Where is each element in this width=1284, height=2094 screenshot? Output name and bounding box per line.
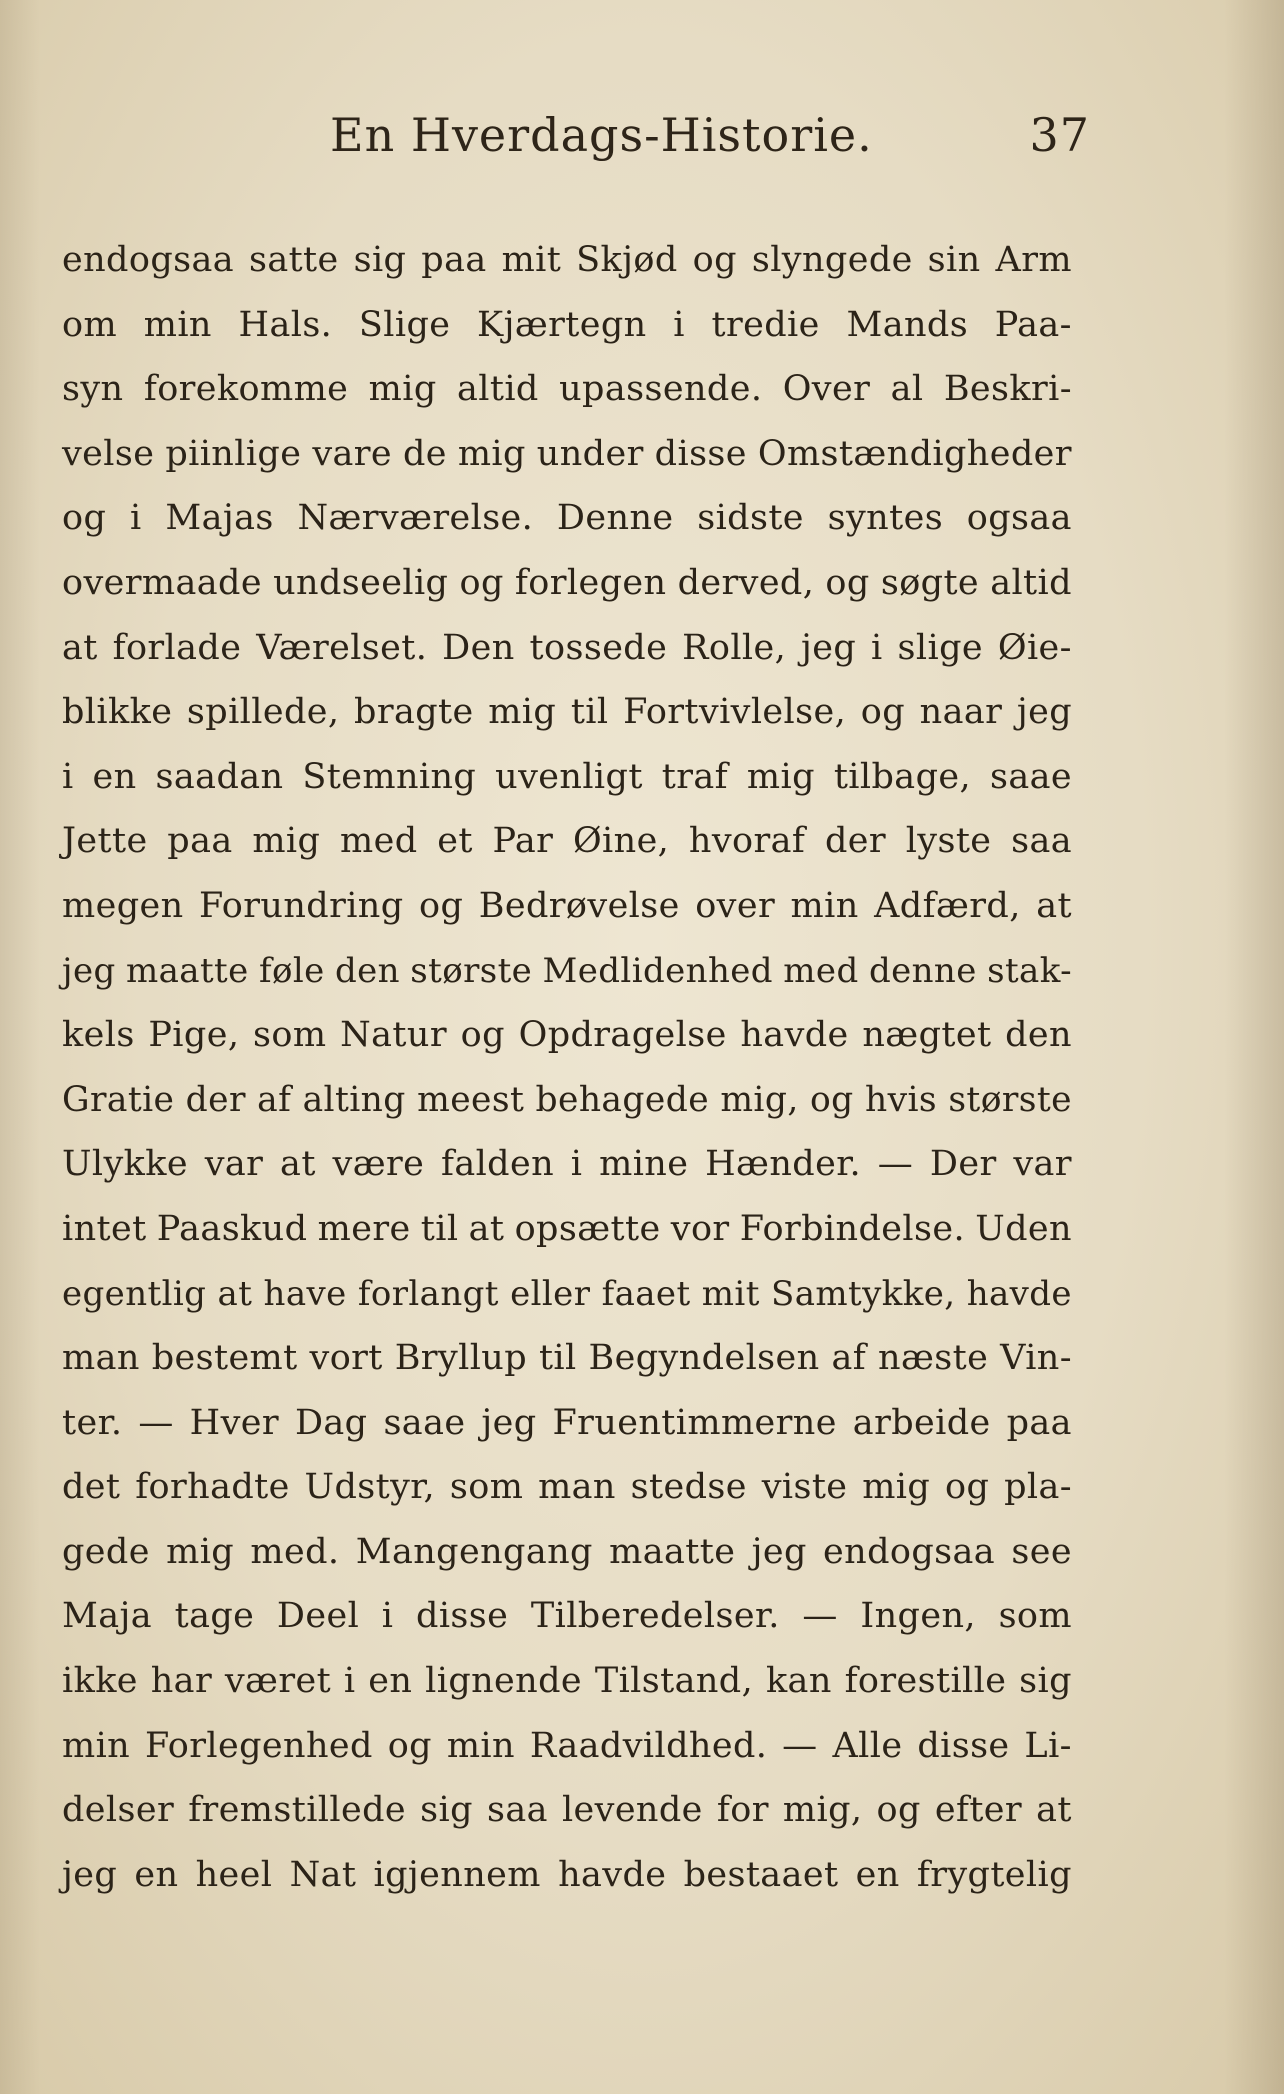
word: som — [449, 1467, 524, 1508]
word: Hver — [189, 1402, 280, 1443]
word: vor — [670, 1208, 730, 1249]
running-title: En Hverdags-Historie. — [330, 108, 873, 162]
word: mig — [166, 1531, 235, 1572]
word: havde — [558, 1854, 667, 1895]
word: — — [782, 1725, 818, 1766]
word: Opdragelse — [518, 1015, 727, 1056]
word: med. — [250, 1531, 340, 1572]
word: jeg — [751, 1531, 807, 1572]
word: Raadvildhed. — [529, 1725, 768, 1766]
word: traf — [661, 756, 728, 797]
running-head — [330, 108, 1090, 178]
word: Alle — [832, 1725, 903, 1766]
word: i — [130, 498, 142, 539]
word: at — [62, 627, 98, 668]
text-line — [62, 745, 1072, 810]
word: alting — [302, 1079, 406, 1120]
word: Ulykke — [62, 1144, 188, 1185]
word: et — [437, 821, 473, 862]
word: viste — [761, 1467, 848, 1508]
word: Nat — [289, 1854, 357, 1895]
word: behagede — [535, 1079, 710, 1120]
word: og — [692, 240, 737, 280]
word: Vin- — [1000, 1338, 1072, 1379]
word: kels — [62, 1015, 135, 1056]
text-line — [62, 809, 1072, 874]
word: delser — [62, 1790, 175, 1831]
word: ogsaa — [966, 498, 1072, 539]
text-line — [62, 616, 1072, 681]
word: jeg — [62, 1854, 118, 1895]
word: Rolle, — [682, 627, 787, 668]
word: Hals. — [238, 304, 333, 345]
word: Li- — [1024, 1725, 1072, 1766]
word: Kjærtegn — [477, 304, 647, 345]
text-line — [62, 1584, 1072, 1649]
word: ter. — [62, 1402, 123, 1443]
word: Samtykke, — [771, 1273, 956, 1314]
word: faaet — [601, 1273, 691, 1314]
word: mig, — [720, 1079, 799, 1120]
word: Stemning — [302, 756, 477, 797]
word: til — [420, 1208, 459, 1249]
word: føle — [258, 950, 325, 991]
word: af — [257, 1079, 292, 1120]
word: altid — [457, 369, 539, 410]
word: den — [1005, 1015, 1072, 1056]
word: af — [831, 1338, 867, 1379]
word: en — [855, 1854, 900, 1895]
word: saae — [383, 1402, 466, 1443]
word: ikke — [62, 1661, 138, 1702]
word: tossede — [529, 627, 668, 668]
word: al — [890, 369, 924, 410]
word: Arm — [995, 240, 1072, 280]
word: tredie — [711, 304, 820, 345]
page-number: 37 — [1029, 108, 1090, 162]
word: mit — [501, 240, 562, 280]
word: stak- — [987, 950, 1072, 991]
word: piinlige — [165, 433, 302, 474]
word: mig — [746, 756, 815, 797]
word: Mands — [846, 304, 969, 345]
word: sig — [353, 240, 407, 280]
word: altid — [990, 562, 1072, 603]
word: og — [460, 1015, 505, 1056]
word: i — [343, 1661, 356, 1702]
word: pla- — [1004, 1467, 1072, 1508]
word: Værelset. — [256, 627, 428, 668]
word: maatte — [125, 950, 249, 991]
word: mere — [317, 1208, 411, 1249]
word: og — [387, 1725, 432, 1766]
word: forlegen — [514, 562, 667, 603]
word: stedse — [630, 1467, 747, 1508]
word: under — [536, 433, 644, 474]
word: og — [860, 692, 906, 733]
word: levende — [561, 1790, 703, 1831]
word: satte — [248, 240, 339, 280]
word: Natur — [340, 1015, 447, 1056]
word: endogsaa — [823, 1531, 996, 1572]
word: bestaaet — [683, 1854, 839, 1895]
word: saa — [486, 1790, 548, 1831]
word: havde — [966, 1273, 1072, 1314]
word: slyngede — [751, 240, 913, 280]
word: bragte — [354, 692, 474, 733]
text-line — [62, 293, 1072, 358]
word: forekomme — [143, 369, 349, 410]
word: meest — [417, 1079, 525, 1120]
word: forestille — [844, 1661, 1007, 1702]
word: naar — [919, 692, 1003, 733]
word: egentlig — [62, 1273, 207, 1314]
word: Den — [442, 627, 515, 668]
word: endogsaa — [62, 240, 235, 280]
word: Par — [492, 821, 554, 862]
word: der — [185, 1079, 246, 1120]
word: at — [217, 1273, 253, 1314]
word: see — [1011, 1531, 1072, 1572]
text-line — [62, 1520, 1072, 1585]
word: Majas — [165, 498, 274, 539]
word: mine — [599, 1144, 689, 1185]
word: fremstillede — [188, 1790, 407, 1831]
word: Over — [782, 369, 871, 410]
word: at — [1036, 1790, 1072, 1831]
word: Udstyr, — [304, 1467, 436, 1508]
word: paa — [421, 240, 487, 280]
word: saadan — [155, 756, 284, 797]
word: falden — [440, 1144, 555, 1185]
word: spillede, — [186, 692, 340, 733]
word: en — [134, 1854, 179, 1895]
word: megen — [62, 885, 184, 926]
word: Paaskud — [156, 1208, 308, 1249]
word: Ingen, — [860, 1596, 976, 1637]
word: Der — [929, 1144, 997, 1185]
word: med — [783, 950, 859, 991]
word: der — [824, 821, 886, 862]
word: største — [410, 950, 533, 991]
word: Forlegenhed — [145, 1725, 373, 1766]
word: hvis — [864, 1079, 938, 1120]
word: Jette — [62, 821, 148, 862]
word: jeg — [481, 1402, 537, 1443]
word: Skjød — [576, 240, 678, 280]
text-line — [62, 1391, 1072, 1456]
word: til — [570, 692, 609, 733]
word: arbeide — [852, 1402, 991, 1443]
word: største — [948, 1079, 1072, 1120]
word: velse — [62, 433, 155, 474]
word: denne — [868, 950, 977, 991]
word: at — [280, 1144, 316, 1185]
text-line — [62, 422, 1072, 487]
word: kan — [765, 1661, 832, 1702]
word: Slige — [358, 304, 451, 345]
word: søgte — [880, 562, 980, 603]
word: hvoraf — [688, 821, 806, 862]
word: i — [673, 304, 685, 345]
word: efter — [934, 1790, 1023, 1831]
word: Hænder. — [705, 1144, 862, 1185]
word: undseelig — [273, 562, 449, 603]
word: paa — [167, 821, 233, 862]
text-line — [62, 680, 1072, 745]
word: som — [998, 1596, 1072, 1637]
word: Adfærd, — [874, 885, 1021, 926]
word: Dag — [294, 1402, 368, 1443]
word: for — [716, 1790, 769, 1831]
word: lignende — [425, 1661, 583, 1702]
word: jeg — [62, 950, 116, 991]
word: mig — [252, 821, 321, 862]
word: i — [62, 756, 74, 797]
text-line — [62, 1326, 1072, 1391]
text-line — [62, 939, 1072, 1004]
word: og — [459, 562, 504, 603]
word: Beskri- — [943, 369, 1072, 410]
page-left-edge-shadow — [0, 0, 40, 2094]
word: mig — [862, 1467, 931, 1508]
text-line — [62, 357, 1072, 422]
word: været — [224, 1661, 332, 1702]
text-line — [62, 1714, 1072, 1779]
word: min — [790, 885, 859, 926]
word: derved, — [677, 562, 815, 603]
word: Nærværelse. — [297, 498, 534, 539]
word: have — [263, 1273, 347, 1314]
word: Bryllup — [394, 1338, 528, 1379]
word: Tilberedelser. — [530, 1596, 780, 1637]
word: Pige, — [148, 1015, 240, 1056]
word: havde — [740, 1015, 849, 1056]
word: syn — [62, 369, 124, 410]
word: og — [62, 498, 107, 539]
word: nægtet — [862, 1015, 992, 1056]
text-line — [62, 1649, 1072, 1714]
word: har — [150, 1661, 213, 1702]
word: Omstændigheder — [757, 433, 1072, 474]
word: og — [419, 885, 464, 926]
word: som — [253, 1015, 327, 1056]
text-line — [62, 486, 1072, 551]
word: frygtelig — [916, 1854, 1072, 1895]
word: tage — [174, 1596, 255, 1637]
text-line — [62, 551, 1072, 616]
word: Fortvivlelse, — [623, 692, 847, 733]
word: Maja — [62, 1596, 153, 1637]
word: saae — [989, 756, 1072, 797]
word: mit — [701, 1273, 760, 1314]
word: i — [570, 1144, 583, 1185]
word: uvenligt — [495, 756, 643, 797]
word: min — [143, 304, 212, 345]
word: blikke — [62, 692, 173, 733]
word: disse — [416, 1596, 509, 1637]
word: Paa- — [994, 304, 1072, 345]
word: næste — [878, 1338, 989, 1379]
text-line — [62, 1843, 1072, 1908]
text-line — [62, 1455, 1072, 1520]
page-right-edge-shadow — [1224, 0, 1284, 2094]
word: forlangt — [357, 1273, 499, 1314]
word: opsætte — [514, 1208, 661, 1249]
word: tilbage, — [833, 756, 972, 797]
word: — — [138, 1402, 174, 1443]
word: Gratie — [62, 1079, 175, 1120]
word: og — [945, 1467, 990, 1508]
word: være — [332, 1144, 425, 1185]
word: Begyndelsen — [588, 1338, 820, 1379]
word: — — [802, 1596, 838, 1637]
word: jeg — [801, 627, 857, 668]
word: paa — [1006, 1402, 1072, 1443]
word: intet — [62, 1208, 147, 1249]
body-text — [62, 228, 1072, 1907]
word: Denne — [556, 498, 674, 539]
word: jeg — [1016, 692, 1072, 733]
word: vort — [309, 1338, 383, 1379]
word: det — [62, 1467, 121, 1508]
word: disse — [917, 1725, 1010, 1766]
word: i — [381, 1596, 394, 1637]
word: bestemt — [151, 1338, 298, 1379]
word: sin — [927, 240, 981, 280]
word: Uden — [975, 1208, 1072, 1249]
word: og — [810, 1079, 854, 1120]
word: sig — [420, 1790, 473, 1831]
word: upassende. — [559, 369, 763, 410]
text-line — [62, 228, 1072, 293]
word: Forundring — [199, 885, 404, 926]
word: og — [876, 1790, 921, 1831]
text-line — [62, 1068, 1072, 1133]
word: mig — [457, 433, 526, 474]
word: var — [204, 1144, 264, 1185]
word: sidste — [697, 498, 804, 539]
word: heel — [195, 1854, 273, 1895]
word: en — [368, 1661, 413, 1702]
word: lyste — [905, 821, 992, 862]
text-line — [62, 1262, 1072, 1327]
word: slige — [897, 627, 983, 668]
text-line — [62, 1778, 1072, 1843]
word: Mangengang — [355, 1531, 593, 1572]
word: den — [334, 950, 400, 991]
word: Forbindelse. — [739, 1208, 965, 1249]
word: mig — [488, 692, 557, 733]
text-line — [62, 1003, 1072, 1068]
word: syntes — [827, 498, 944, 539]
word: mig — [368, 369, 437, 410]
word: mig, — [782, 1790, 863, 1831]
word: at — [1036, 885, 1072, 926]
word: saa — [1011, 821, 1072, 862]
word: overmaade — [62, 562, 262, 603]
word: Tilstand, — [594, 1661, 754, 1702]
word: en — [92, 756, 137, 797]
word: forlade — [112, 627, 242, 668]
word: de — [402, 433, 447, 474]
word: maatte — [609, 1531, 736, 1572]
word: disse — [654, 433, 747, 474]
word: vare — [312, 433, 392, 474]
word: om — [62, 304, 118, 345]
text-line — [62, 1197, 1072, 1262]
word: i — [871, 627, 883, 668]
word: Medlidenhed — [542, 950, 773, 991]
word: Øine, — [572, 821, 670, 862]
word: Bedrøvelse — [478, 885, 680, 926]
text-line — [62, 874, 1072, 939]
word: til — [538, 1338, 577, 1379]
word: sig — [1019, 1661, 1072, 1702]
word: med — [340, 821, 418, 862]
word: at — [468, 1208, 505, 1249]
word: over — [695, 885, 776, 926]
word: forhadte — [135, 1467, 290, 1508]
word: man — [538, 1467, 616, 1508]
word: — — [877, 1144, 914, 1185]
word: gede — [62, 1531, 150, 1572]
word: var — [1013, 1144, 1072, 1185]
word: man — [62, 1338, 140, 1379]
word: Fruentimmerne — [552, 1402, 837, 1443]
word: eller — [510, 1273, 591, 1314]
word: Deel — [276, 1596, 360, 1637]
word: min — [62, 1725, 131, 1766]
word: og — [825, 562, 870, 603]
word: min — [446, 1725, 515, 1766]
text-line — [62, 1132, 1072, 1197]
word: igjennem — [373, 1854, 541, 1895]
word: Øie- — [997, 627, 1072, 668]
